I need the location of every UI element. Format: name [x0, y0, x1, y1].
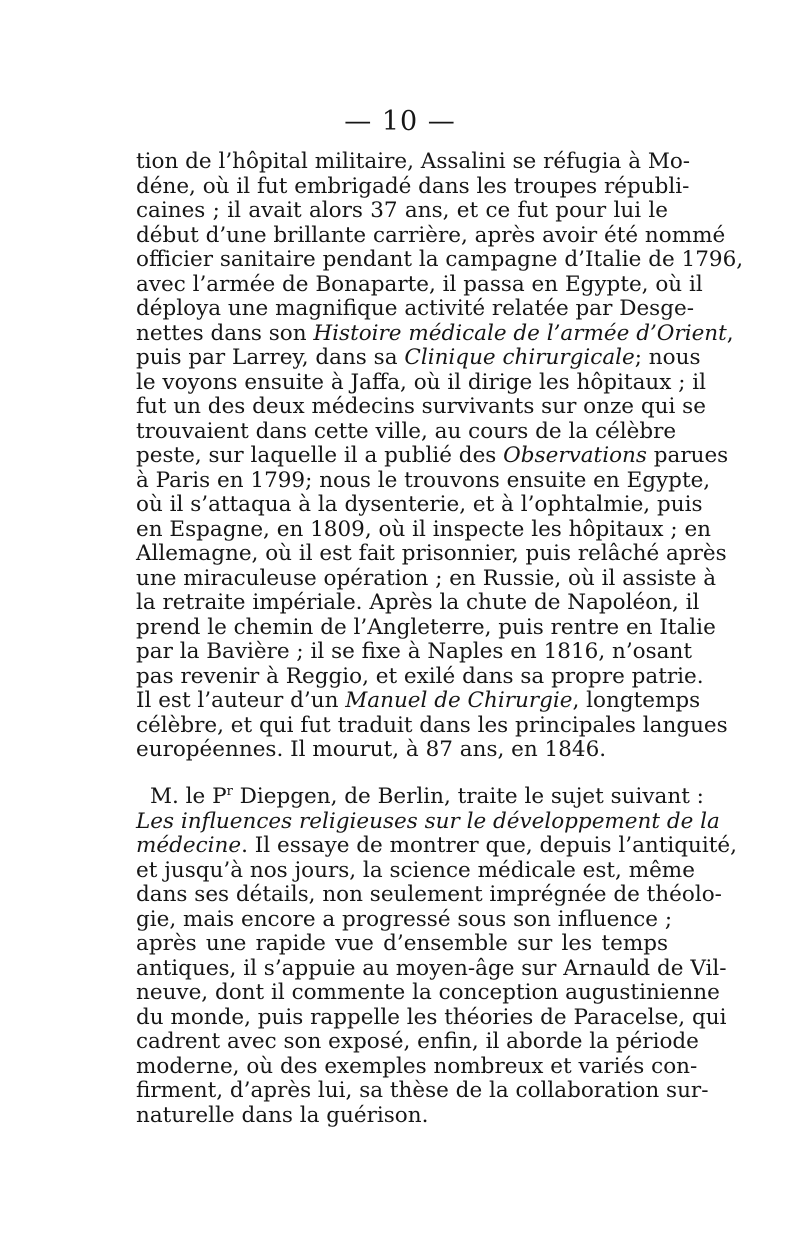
text-line: neuve, dont il commente la conception augustinienne	[136, 980, 720, 1005]
text-line: à Paris en 1799; nous le trouvons ensuite en Egypte,	[136, 467, 711, 493]
text-line: une miraculeuse opération ; en Russie, où il assiste à	[136, 565, 717, 591]
text-run: ; nous	[634, 345, 701, 370]
text-run: peste, sur laquelle il a publié des	[136, 443, 504, 468]
text-line: naturelle dans la guérison.	[136, 1102, 429, 1128]
text-line: prend le chemin de l’Angleterre, puis rentre en Italie	[136, 614, 716, 640]
text-line: fut un des deux médecins survivants sur onze qui se	[136, 394, 706, 419]
text-line: du monde, puis rappelle les théories de Paracelse, qui	[136, 1004, 727, 1030]
text-line: trouvaient dans cette ville, au cours de la célèbre	[136, 418, 677, 444]
text-line: gie, mais encore a progressé sous son influence ;	[136, 906, 673, 932]
italic-title: Histoire médicale de l’armée d’Orient	[313, 320, 727, 346]
text-line: et jusqu’à nos jours, la science médicale est, même	[136, 857, 695, 883]
text-line: pas revenir à Reggio, et exilé dans sa propre patrie.	[136, 663, 704, 689]
text-line	[136, 833, 737, 859]
text-line: Allemagne, où il est fait prisonnier, puis relâché après	[136, 541, 727, 566]
text-run: nettes dans son	[136, 320, 314, 346]
superscript: r	[226, 784, 233, 799]
text-line: après une rapide vue d’ensemble sur les temps	[136, 931, 668, 956]
text-line: la retraite impériale. Après la chute de Napoléon, il	[136, 590, 700, 615]
text-run: , longtemps	[572, 688, 701, 713]
italic-title: Clinique chirurgicale	[404, 345, 635, 370]
text-line	[136, 320, 734, 347]
paragraph-assalini	[136, 149, 744, 763]
page-number: — 10 —	[344, 106, 456, 137]
text-line: caines ; il avait alors 37 ans, et ce fut pour lui le	[136, 198, 668, 223]
text-run: puis par Larrey, dans sa	[136, 345, 405, 370]
italic-title: Manuel de Chirurgie	[345, 688, 573, 713]
italic-title: Les influences religieuses sur le développement de la	[136, 808, 720, 834]
text-line	[136, 688, 701, 714]
text-line: célèbre, et qui fut traduit dans les principales langues	[136, 712, 728, 738]
text-line	[136, 808, 720, 835]
text-line: cadrent avec son exposé, enfin, il aborde la période	[136, 1029, 699, 1054]
text-line: début d’une brillante carrière, après avoir été nommé	[136, 222, 726, 248]
text-line: avec l’armée de Bonaparte, il passa en Egypte, où il	[136, 271, 703, 297]
text-line: en Espagne, en 1809, où il inspecte les hôpitaux ; en	[136, 516, 712, 542]
text-line	[136, 443, 729, 469]
text-run: M. le P	[150, 784, 227, 809]
paragraph-diepgen	[136, 784, 737, 1128]
text-line: officier sanitaire pendant la campagne d’Italie de 1796,	[136, 247, 744, 272]
text-line	[136, 345, 701, 371]
text-run: parues	[646, 443, 729, 468]
text-line: antiques, il s’appuie au moyen-âge sur Arnauld de Vil-	[136, 955, 727, 981]
text-line: où il s’attaqua à la dysenterie, et à l’ophtalmie, puis	[136, 492, 703, 517]
text-line: tion de l’hôpital militaire, Assalini se réfugia à Mo-	[136, 149, 691, 174]
text-run: ,	[726, 320, 734, 346]
text-line: déploya une magnifique activité relatée par Desge-	[136, 296, 694, 321]
text-line: européennes. Il mourut, à 87 ans, en 1846.	[136, 737, 607, 762]
text-run: Diepgen, de Berlin, traite le sujet suivant :	[232, 784, 704, 809]
text-line: dans ses détails, non seulement imprégnée de théolo-	[136, 882, 722, 907]
text-line: moderne, où des exemples nombreux et variés con-	[136, 1053, 698, 1079]
italic-title: Observations	[503, 443, 647, 468]
text-line	[136, 784, 704, 810]
text-run: Il est l’auteur d’un	[136, 688, 346, 713]
text-line: par la Bavière ; il se fixe à Naples en 1816, n’osant	[136, 639, 692, 664]
text-line: firment, d’après lui, sa thèse de la collaboration sur-	[136, 1078, 709, 1103]
text-line: le voyons ensuite à Jaffa, où il dirige les hôpitaux ; il	[136, 369, 707, 395]
text-run: . Il essaye de montrer que, depuis l’antiquité,	[241, 833, 737, 858]
italic-title: médecine	[136, 833, 242, 858]
text-line: déne, où il fut embrigadé dans les troupes républi-	[136, 173, 690, 199]
